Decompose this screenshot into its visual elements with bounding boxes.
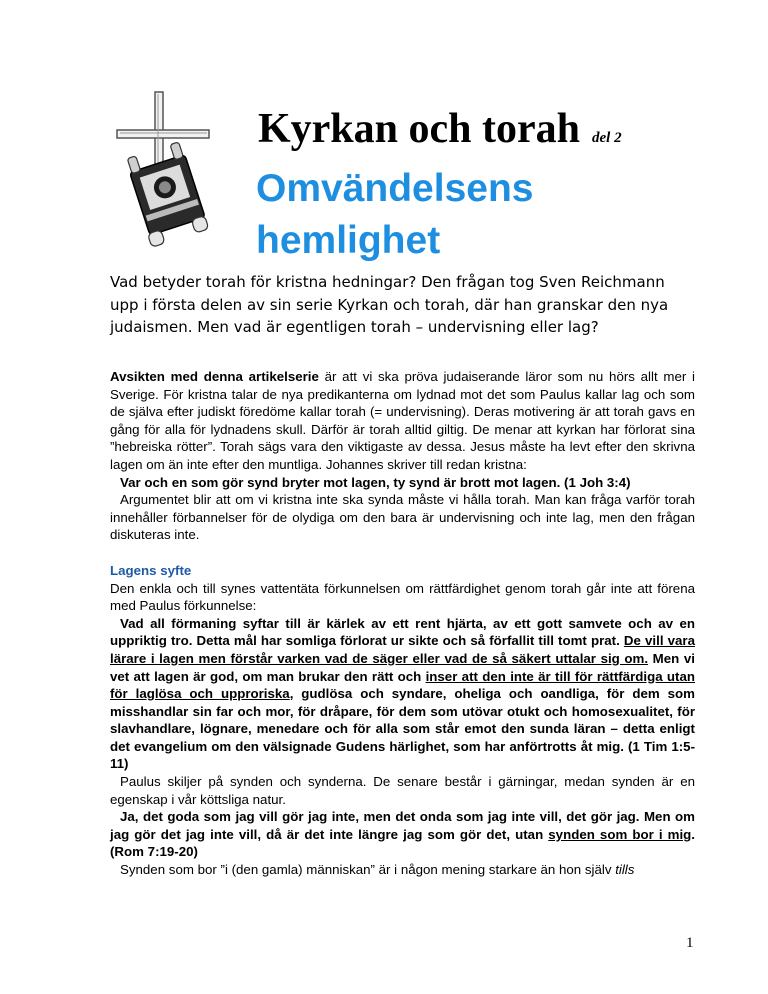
quote-rom-part2: . (Rom 7:19-20) [110, 826, 695, 860]
quote-rom-underline: synden som bor i mig [548, 826, 692, 842]
paragraph-2: Argumentet blir att om vi kristna inte ska synda måste vi hålla torah. Man kan fråga varför torah innehåller förbannelser för de olydiga om den bara är undervisning och inte lag, men den frågan diskuteras inte. [110, 492, 695, 543]
quote-1-tim [110, 615, 695, 773]
quote-1-tim-part3: , gudlösa och syndare, oheliga och oandliga, för dem som misshandlar sin far och mor, för dråpare, för dem som utövar otukt och homosexualitet, för slavhandlare, lögnare, menedare och för alla som står emot den sunda läran – detta enligt det evangelium om den välsignade Gudens härlighet, som har anförtrotts åt mig. (1 Tim 1:5-11) [110, 686, 695, 772]
paragraph-3: Den enkla och till synes vattentäta förkunnelsen om rättfärdighet genom torah går inte att förena med Paulus förkunnelse: [110, 580, 695, 614]
lead-paragraph: Vad betyder torah för kristna hedningar? Den frågan tog Sven Reichmann upp i första delen av sin serie Kyrkan och torah, där han granskar den nya judaismen. Men vad är egentligen torah – undervisning eller lag? [110, 273, 669, 336]
cross-and-torah-scroll-logo [112, 90, 224, 250]
article-subtitle-line1: Omvändelsens [256, 167, 534, 210]
intro-paragraph [110, 368, 695, 474]
paragraph-4: Paulus skiljer på synden och synderna. De senare består i gärningar, medan synden är en egenskap i vår köttsliga natur. [110, 774, 695, 807]
section-heading: Lagens syfte [110, 562, 192, 578]
quote-1-joh: Var och en som gör synd bryter mot lagen, ty synd är brott mot lagen. (1 Joh 3:4) [120, 474, 631, 490]
paragraph-5-italic: tills [615, 862, 635, 878]
quote-1-tim-part2: Men vi vet att lagen är god, om man brukar den rätt och [110, 650, 695, 684]
quote-rom [110, 808, 695, 861]
article-body [110, 368, 695, 879]
quote-1-tim-underline1: De vill vara lärare i lagen men förstår varken vad de säger eller vad de så säkert uttalar sig om. [110, 633, 695, 666]
intro-text: är att vi ska pröva judaiserande läror som nu hörs allt mer i Sverige. För kristna talar de nya predikanterna om lydnad mot det som Paulus kallar lag och som de själva efter judiskt föredöme kallar torah (= undervisning). Deras motivering är att torah gavs en gång för alla för lydnadens skull. Därför är torah alltid giltig. De menar att kyrkan har förlorat sina ”hebreiska rötter”. Torah sägs vara den viktigaste av dessa. Jesus måste ha levt efter den skrivna lagen om än inte efter den muntliga. Johannes skriver till redan kristna: [110, 369, 695, 472]
paragraph-5 [110, 861, 695, 879]
quote-1-tim-part1: Vad all förmaning syftar till är kärlek av ett rent hjärta, av ett gott samvete och av en uppriktig tro. Detta mål har somliga förlorat ur sikte och så förfallit till tomt prat. [110, 615, 695, 649]
article-part: del 2 [592, 130, 622, 146]
page-number: 1 [686, 935, 694, 951]
quote-1-tim-underline2: inser att den inte är till för rättfärdiga utan för laglösa och upproriska [110, 668, 695, 702]
article-title: Kyrkan och torah [258, 106, 581, 152]
title-row [258, 104, 622, 154]
paragraph-5-text: Synden som bor ”i (den gamla) människan” är i någon mening starkare än hon själv [120, 862, 616, 878]
intro-bold-start: Avsikten med denna artikelserie [110, 369, 319, 384]
quote-rom-part1: Ja, det goda som jag vill gör jag inte, men det onda som jag inte vill, det gör jag. Men om jag gör det jag inte vill, då är det inte längre jag som gör det, utan [110, 809, 695, 842]
article-subtitle-line2: hemlighet [256, 219, 441, 262]
